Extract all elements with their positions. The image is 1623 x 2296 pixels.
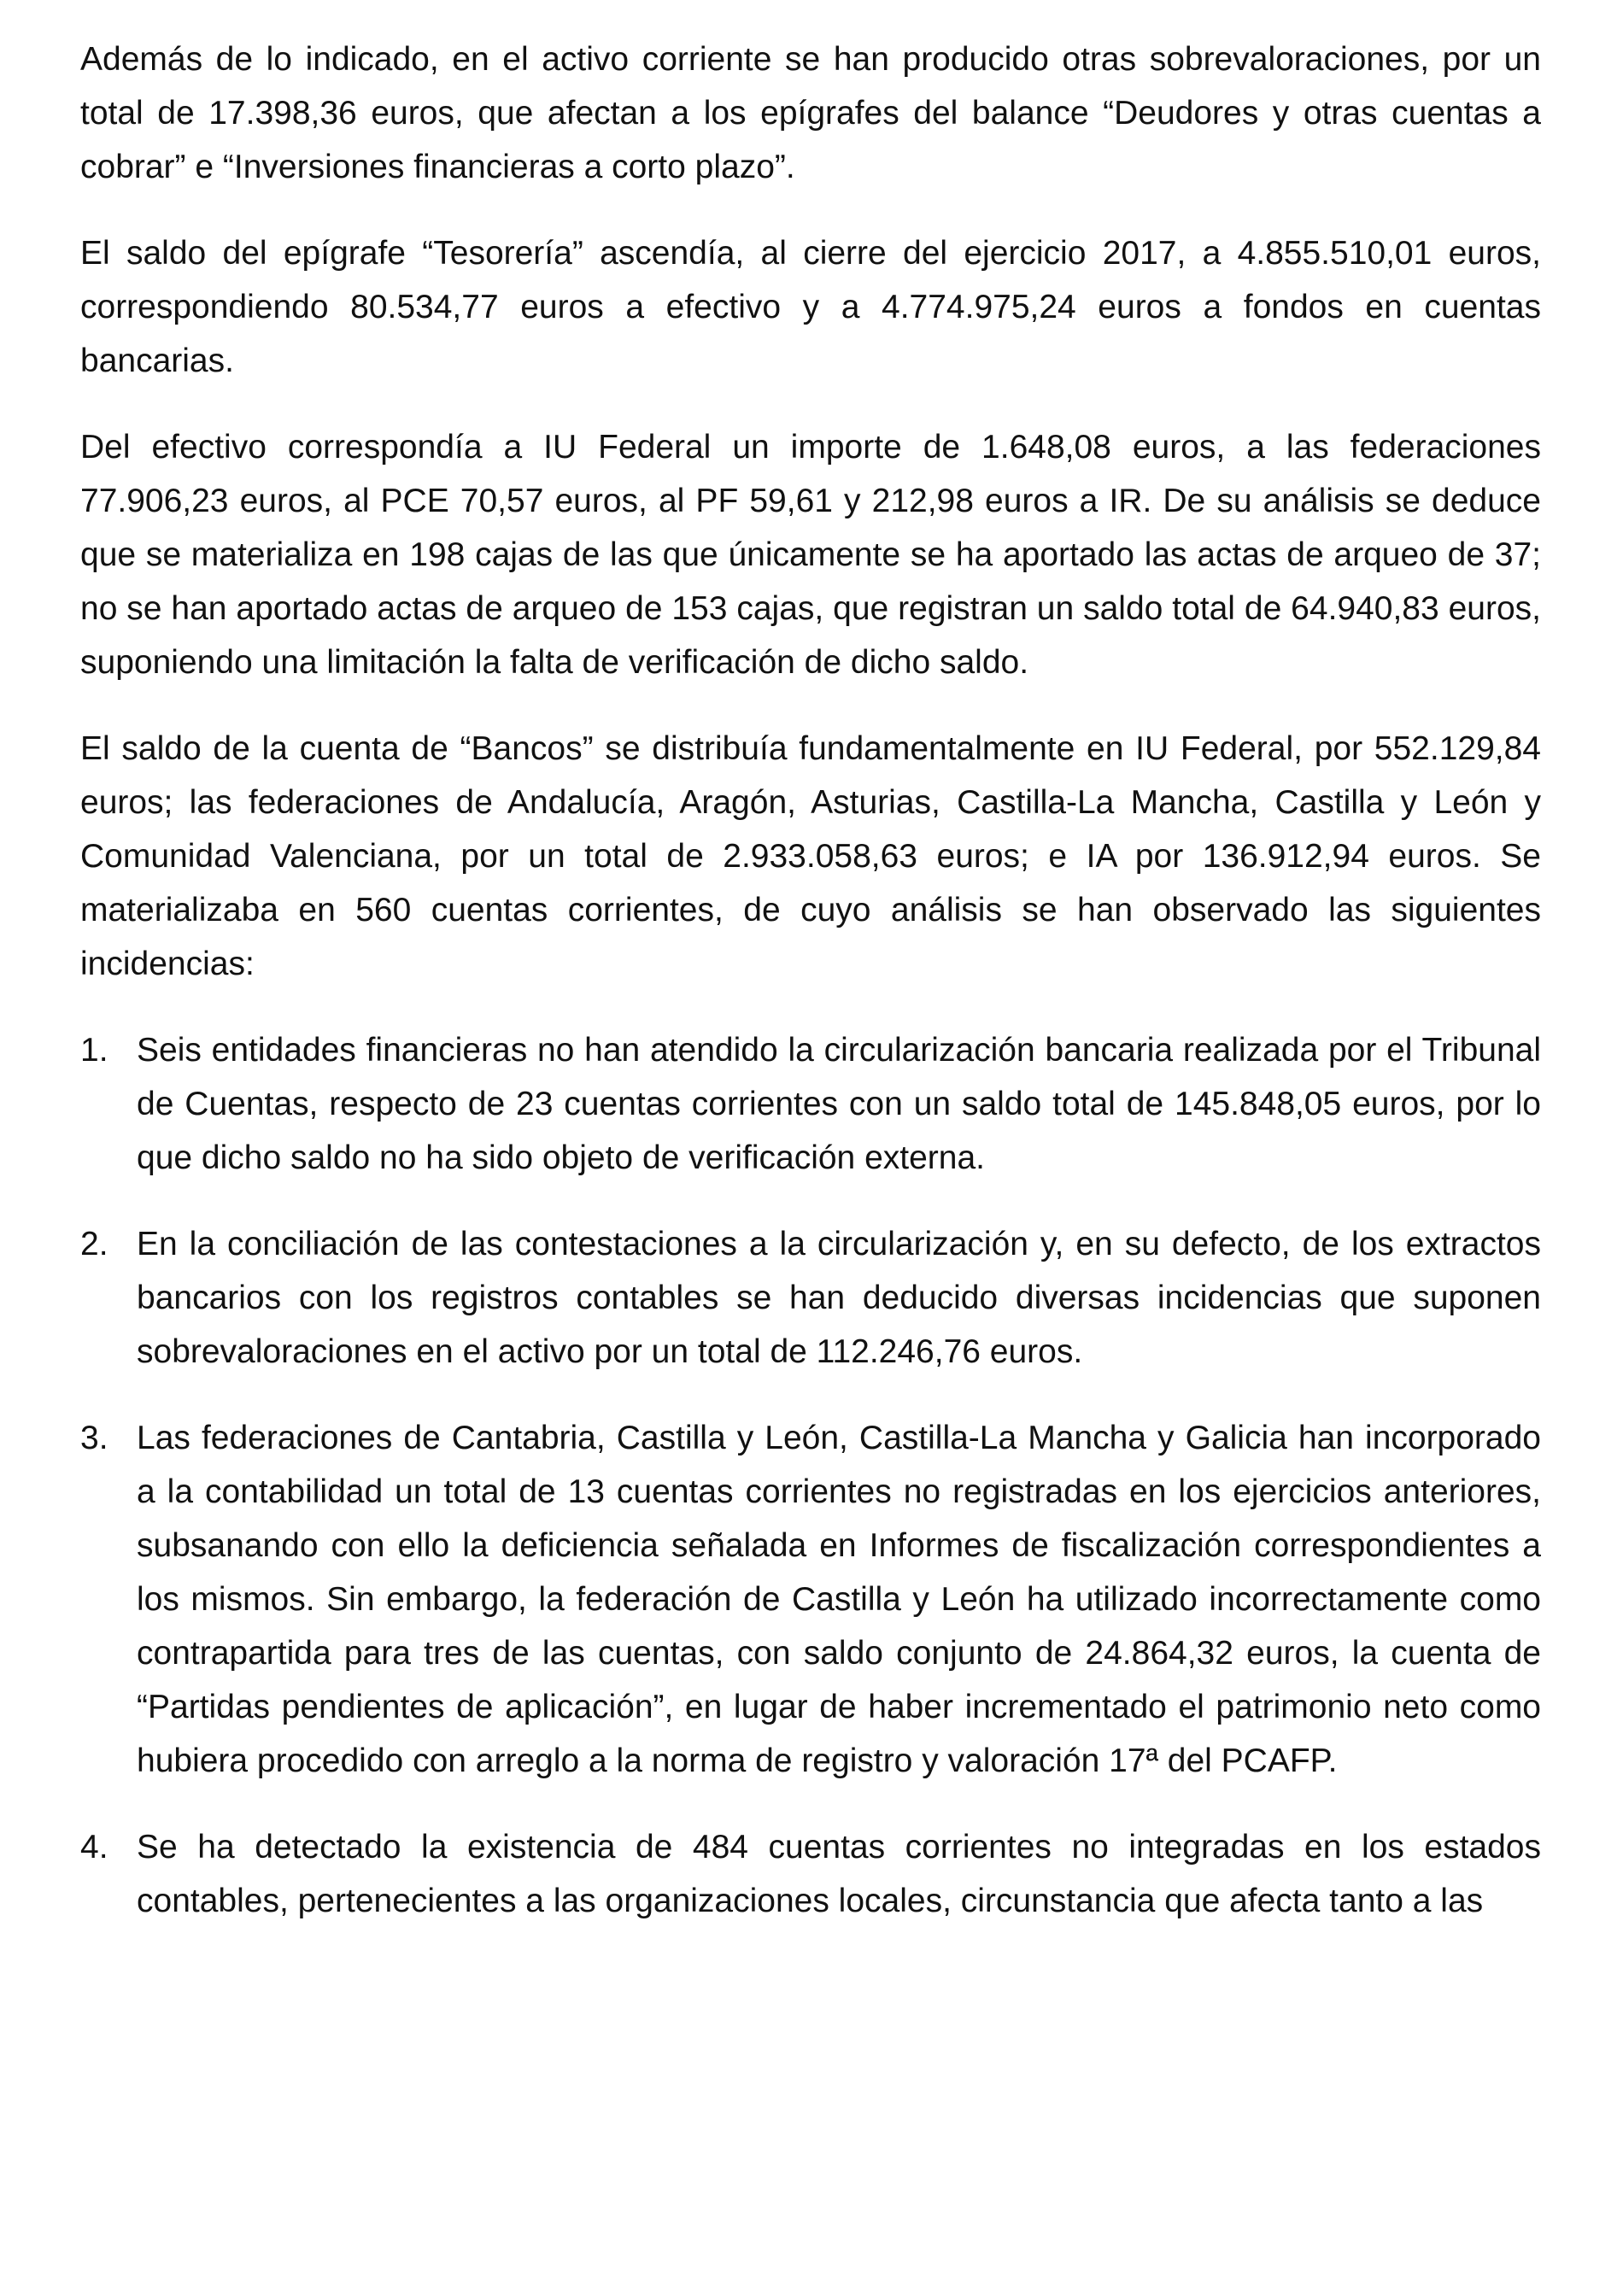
list-item-number: 4. — [80, 1829, 108, 1866]
paragraph-efectivo: Del efectivo correspondía a IU Federal un importe de 1.648,08 euros, a las federaciones 77.906,23 euros, al PCE 70,57 euros, al PF 59,61 y 212,98 euros a IR. De su análisis se deduce que se materializa en 198 cajas de las que únicamente se ha aportado las actas de arqueo de 37; no se han aportado actas de arqueo de 153 cajas, que registran un saldo total de 64.940,83 euros, suponiendo una limitación la falta de verificación de dicho saldo. — [80, 429, 1541, 681]
list-item — [80, 1217, 1541, 1379]
list-item-number: 1. — [80, 1032, 108, 1069]
list-item-number: 3. — [80, 1420, 108, 1456]
list-item-text: En la conciliación de las contestaciones a la circularización y, en su defecto, de los extractos bancarios con los registros contables se han deducido diversas incidencias que suponen sobrevaloraciones en el activo por un total de 112.246,76 euros. — [137, 1226, 1541, 1370]
list-item-text: Se ha detectado la existencia de 484 cuentas corrientes no integradas en los estados contables, pertenecientes a las organizaciones locales, circunstancia que afecta tanto a las — [137, 1829, 1541, 1919]
paragraph-bancos: El saldo de la cuenta de “Bancos” se distribuía fundamentalmente en IU Federal, por 552.129,84 euros; las federaciones de Andalucía, Aragón, Asturias, Castilla-La Mancha, Castilla y León y Comunidad Valenciana, por un total de 2.933.058,63 euros; e IA por 136.912,94 euros. Se materializaba en 560 cuentas corrientes, de cuyo análisis se han observado las siguientes incidencias: — [80, 730, 1541, 982]
list-item-text: Las federaciones de Cantabria, Castilla y León, Castilla-La Mancha y Galicia han incorporado a la contabilidad un total de 13 cuentas corrientes no registradas en los ejercicios anteriores, subsanando con ello la deficiencia señalada en Informes de fiscalización correspondientes a los mismos. Sin embargo, la federación de Castilla y León ha utilizado incorrectamente como contrapartida para tres de las cuentas, con saldo conjunto de 24.864,32 euros, la cuenta de “Partidas pendientes de aplicación”, en lugar de haber incrementado el patrimonio neto como hubiera procedido con arreglo a la norma de registro y valoración 17ª del PCAFP. — [137, 1420, 1541, 1779]
list-item — [80, 1820, 1541, 1928]
paragraph-sobrevaloraciones: Además de lo indicado, en el activo corriente se han producido otras sobrevaloraciones, por un total de 17.398,36 euros, que afectan a los epígrafes del balance “Deudores y otras cuentas a cobrar” e “Inversiones financieras a corto plazo”. — [80, 41, 1541, 185]
list-item — [80, 1023, 1541, 1185]
document-page — [80, 32, 1541, 1960]
incidencias-list — [80, 1023, 1541, 1928]
list-item-text: Seis entidades financieras no han atendido la circularización bancaria realizada por el Tribunal de Cuentas, respecto de 23 cuentas corrientes con un saldo total de 145.848,05 euros, por lo que dicho saldo no ha sido objeto de verificación externa. — [137, 1032, 1541, 1176]
paragraph-tesoreria: El saldo del epígrafe “Tesorería” ascendía, al cierre del ejercicio 2017, a 4.855.510,01 euros, correspondiendo 80.534,77 euros a efectivo y a 4.774.975,24 euros a fondos en cuentas bancarias. — [80, 235, 1541, 379]
list-item — [80, 1411, 1541, 1788]
list-item-number: 2. — [80, 1226, 108, 1262]
